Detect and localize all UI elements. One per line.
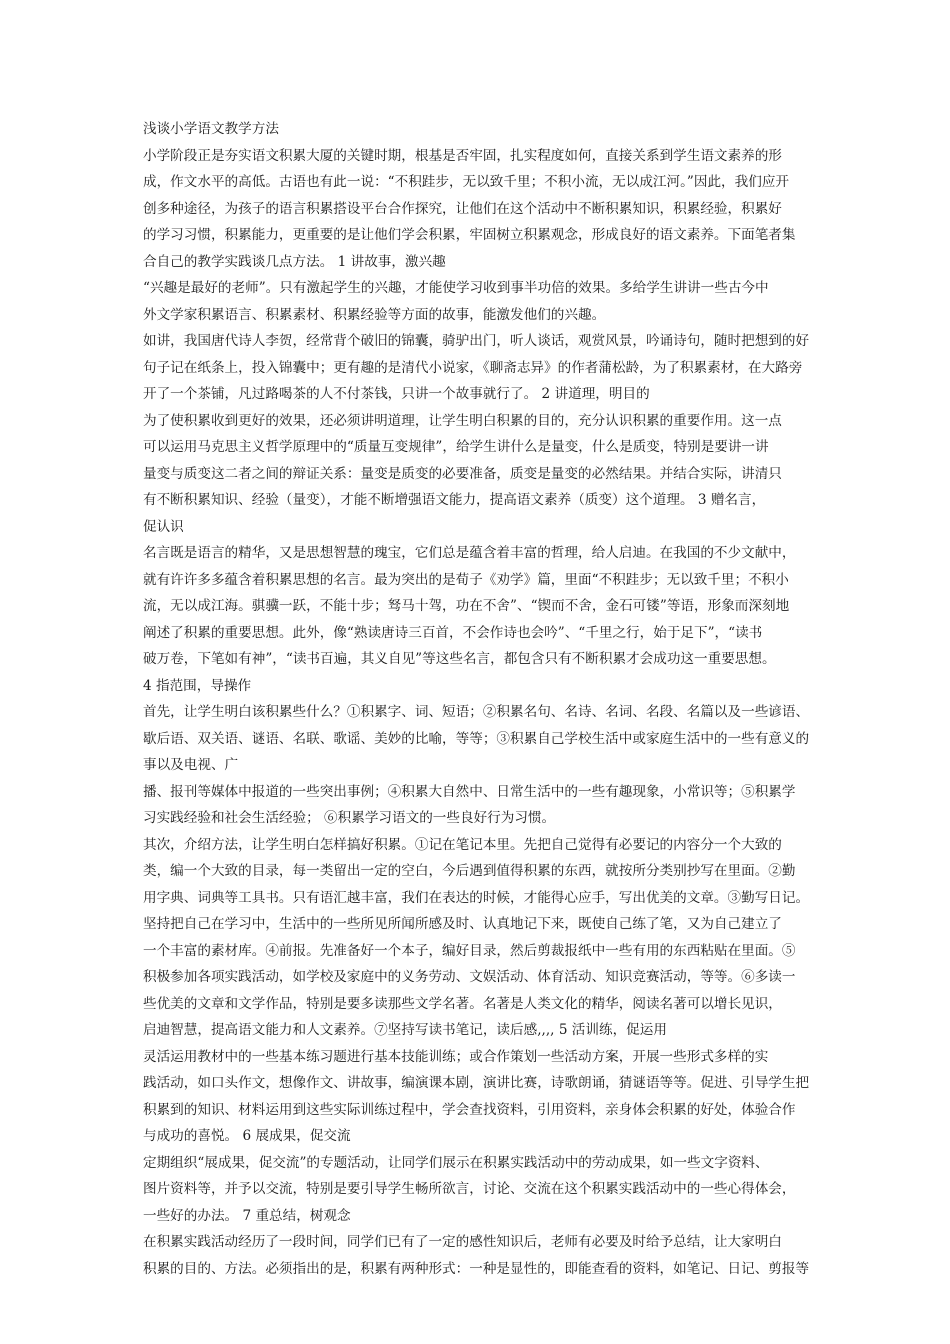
text-line: 可以运用马克思主义哲学原理中的“质量互变规律”，给学生讲什么是量变，什么是质变，特别是要讲一讲	[143, 439, 769, 455]
text-line: 就有许许多多蕴含着积累思想的名言。最为突出的是荀子《劝学》篇，里面“不积跬步；无以致千里；不积小	[143, 571, 789, 588]
text-line: 成，作文水平的高低。古语也有此一说：“不积跬步，无以致千里；不积小流，无以成江河。”因此，我们应开	[143, 174, 790, 190]
text-line: 一个丰富的素材库。④前报。先准备好一个本子，编好目录，然后剪裁报纸中一些有用的东西粘贴在里面。⑤	[143, 942, 796, 959]
text-line: 小学阶段正是夯实语文积累大厦的关键时期，根基是否牢固，扎实程度如何，直接关系到学生语文素养的形	[143, 147, 782, 164]
text-line: 句子记在纸条上，投入锦囊中；更有趣的是清代小说家，《聊斋志异》的作者蒲松龄，为了积累素材，在大路旁	[143, 359, 803, 376]
document-body	[143, 116, 809, 1282]
text-line: 破万卷，下笔如有神”，“读书百遍，其义自见”等这些名言，都包含只有不断积累才会成功这一重要思想。	[143, 651, 776, 667]
text-line: 开了一个茶铺，凡过路喝茶的人不付茶钱，只讲一个故事就行了。 2 讲道理，明目的	[143, 386, 650, 402]
text-line: 坚持把自己在学习中，生活中的一些所见所闻所感及时、认真地记下来，既使自己练了笔，又为自己建立了	[143, 916, 782, 932]
text-line: 量变与质变这二者之间的辩证关系：量变是质变的必要准备，质变是量变的必然结果。并结合实际，讲清只	[143, 465, 782, 482]
text-line: 创多种途径，为孩子的语言积累搭设平台合作探究，让他们在这个活动中不断积累知识，积累经验，积累好	[143, 200, 782, 217]
text-line: 歇后语、双关语、谜语、名联、歌谣、美妙的比喻，等等；③积累自己学校生活中或家庭生活中的一些有意义的	[143, 730, 809, 747]
text-line: 的学习习惯，积累能力，更重要的是让他们学会积累，牢固树立积累观念，形成良好的语文素养。下面笔者集	[143, 227, 796, 243]
text-line: 流，无以成江海。骐骥一跃，不能十步；驽马十驾，功在不舍”、“锲而不舍，金石可镂”等语，形象而深刻地	[143, 598, 790, 614]
text-line: 用字典、词典等工具书。只有语汇越丰富，我们在表达的时候，才能得心应手，写出优美的文章。③勤写日记。	[143, 889, 809, 906]
text-line: 灵活运用教材中的一些基本练习题进行基本技能训练；或合作策划一些活动方案，开展一些形式多样的实	[143, 1048, 769, 1065]
text-line: 图片资料等，并予以交流，特别是要引导学生畅所欲言，讨论、交流在这个积累实践活动中的一些心得体会，	[143, 1181, 796, 1197]
text-line: 定期组织“展成果，促交流”的专题活动，让同学们展示在积累实践活动中的劳动成果，如一些文字资料、	[143, 1154, 769, 1171]
text-line: 为了使积累收到更好的效果，还必须讲明道理，让学生明白积累的目的，充分认识积累的重要作用。这一点	[143, 412, 782, 429]
text-line: 积极参加各项实践活动，如学校及家庭中的义务劳动、文娱活动、体育活动、知识竞赛活动，等等。⑥多读一	[143, 969, 796, 985]
text-line: 外文学家积累语言、积累素材、积累经验等方面的故事，能激发他们的兴趣。	[143, 306, 606, 323]
text-line: 阐述了积累的重要思想。此外，像“熟读唐诗三百首，不会作诗也会吟”、“千里之行，始于足下”，“读书	[143, 624, 763, 641]
text-line: 在积累实践活动经历了一段时间，同学们已有了一定的感性知识后，老师有必要及时给予总结，让大家明白	[143, 1234, 782, 1250]
text-line: 如讲，我国唐代诗人李贺，经常背个破旧的锦囊，骑驴出门，听人谈话，观赏风景，吟诵诗句，随时把想到的好	[143, 333, 809, 349]
text-line: 首先，让学生明白该积累些什么？①积累字、词、短语；②积累名句、名诗、名词、名段、名篇以及一些谚语、	[143, 704, 809, 720]
text-line: 其次，介绍方法，让学生明白怎样搞好积累。①记在笔记本里。先把自己觉得有必要记的内容分一个大致的	[143, 836, 782, 853]
document-text	[143, 143, 809, 1283]
text-line: 合自己的教学实践谈几点方法。 1 讲故事，激兴趣	[143, 253, 446, 270]
text-line: 促认识	[143, 518, 184, 535]
text-line: 与成功的喜悦。 6 展成果，促交流	[143, 1128, 351, 1144]
text-line: 积累的目的、方法。必须指出的是，积累有两种形式：一种是显性的，即能查看的资料，如笔记、日记、剪报等	[143, 1260, 809, 1277]
text-line: 积累到的知识、材料运用到这些实际训练过程中，学会查找资料，引用资料，亲身体会积累的好处，体验合作	[143, 1101, 796, 1118]
text-line: 类，编一个大致的目录，每一类留出一定的空白，今后遇到值得积累的东西，就按所分类别抄写在里面。②勤	[143, 863, 796, 879]
text-line: 习实践经验和社会生活经验； ⑥积累学习语文的一些良好行为习惯。	[143, 810, 556, 826]
text-line: 启迪智慧，提高语文能力和人文素养。⑦坚持写读书笔记，读后感,,,, 5 活训练，促运用	[143, 1022, 667, 1038]
text-line: 事以及电视、广	[143, 757, 239, 773]
text-line: 些优美的文章和文学作品，特别是要多读那些文学名著。名著是人类文化的精华，阅读名著可以增长见识，	[143, 995, 782, 1012]
text-line: 名言既是语言的精华，又是思想智慧的瑰宝，它们总是蕴含着丰富的哲理，给人启迪。在我国的不少文献中，	[143, 545, 796, 561]
document-title: 浅谈小学语文教学方法	[143, 121, 279, 137]
text-line: 有不断积累知识、经验（量变），才能不断增强语文能力，提高语文素养（质变）这个道理。 3 赠名言，	[143, 492, 766, 508]
text-line: “兴趣是最好的老师”。只有激起学生的兴趣，才能使学习收到事半功倍的效果。多给学生讲讲一些古今中	[143, 280, 769, 296]
text-line: 4 指范围，导操作	[143, 677, 252, 694]
text-line: 播、报刊等媒体中报道的一些突出事例；④积累大自然中、日常生活中的一些有趣现象，小常识等；⑤积累学	[143, 783, 796, 800]
text-line: 践活动，如口头作文，想像作文、讲故事，编演课本剧，演讲比赛，诗歌朗诵，猜谜语等等。促进、引导学生把	[143, 1075, 809, 1091]
text-line: 一些好的办法。 7 重总结，树观念	[143, 1207, 351, 1224]
